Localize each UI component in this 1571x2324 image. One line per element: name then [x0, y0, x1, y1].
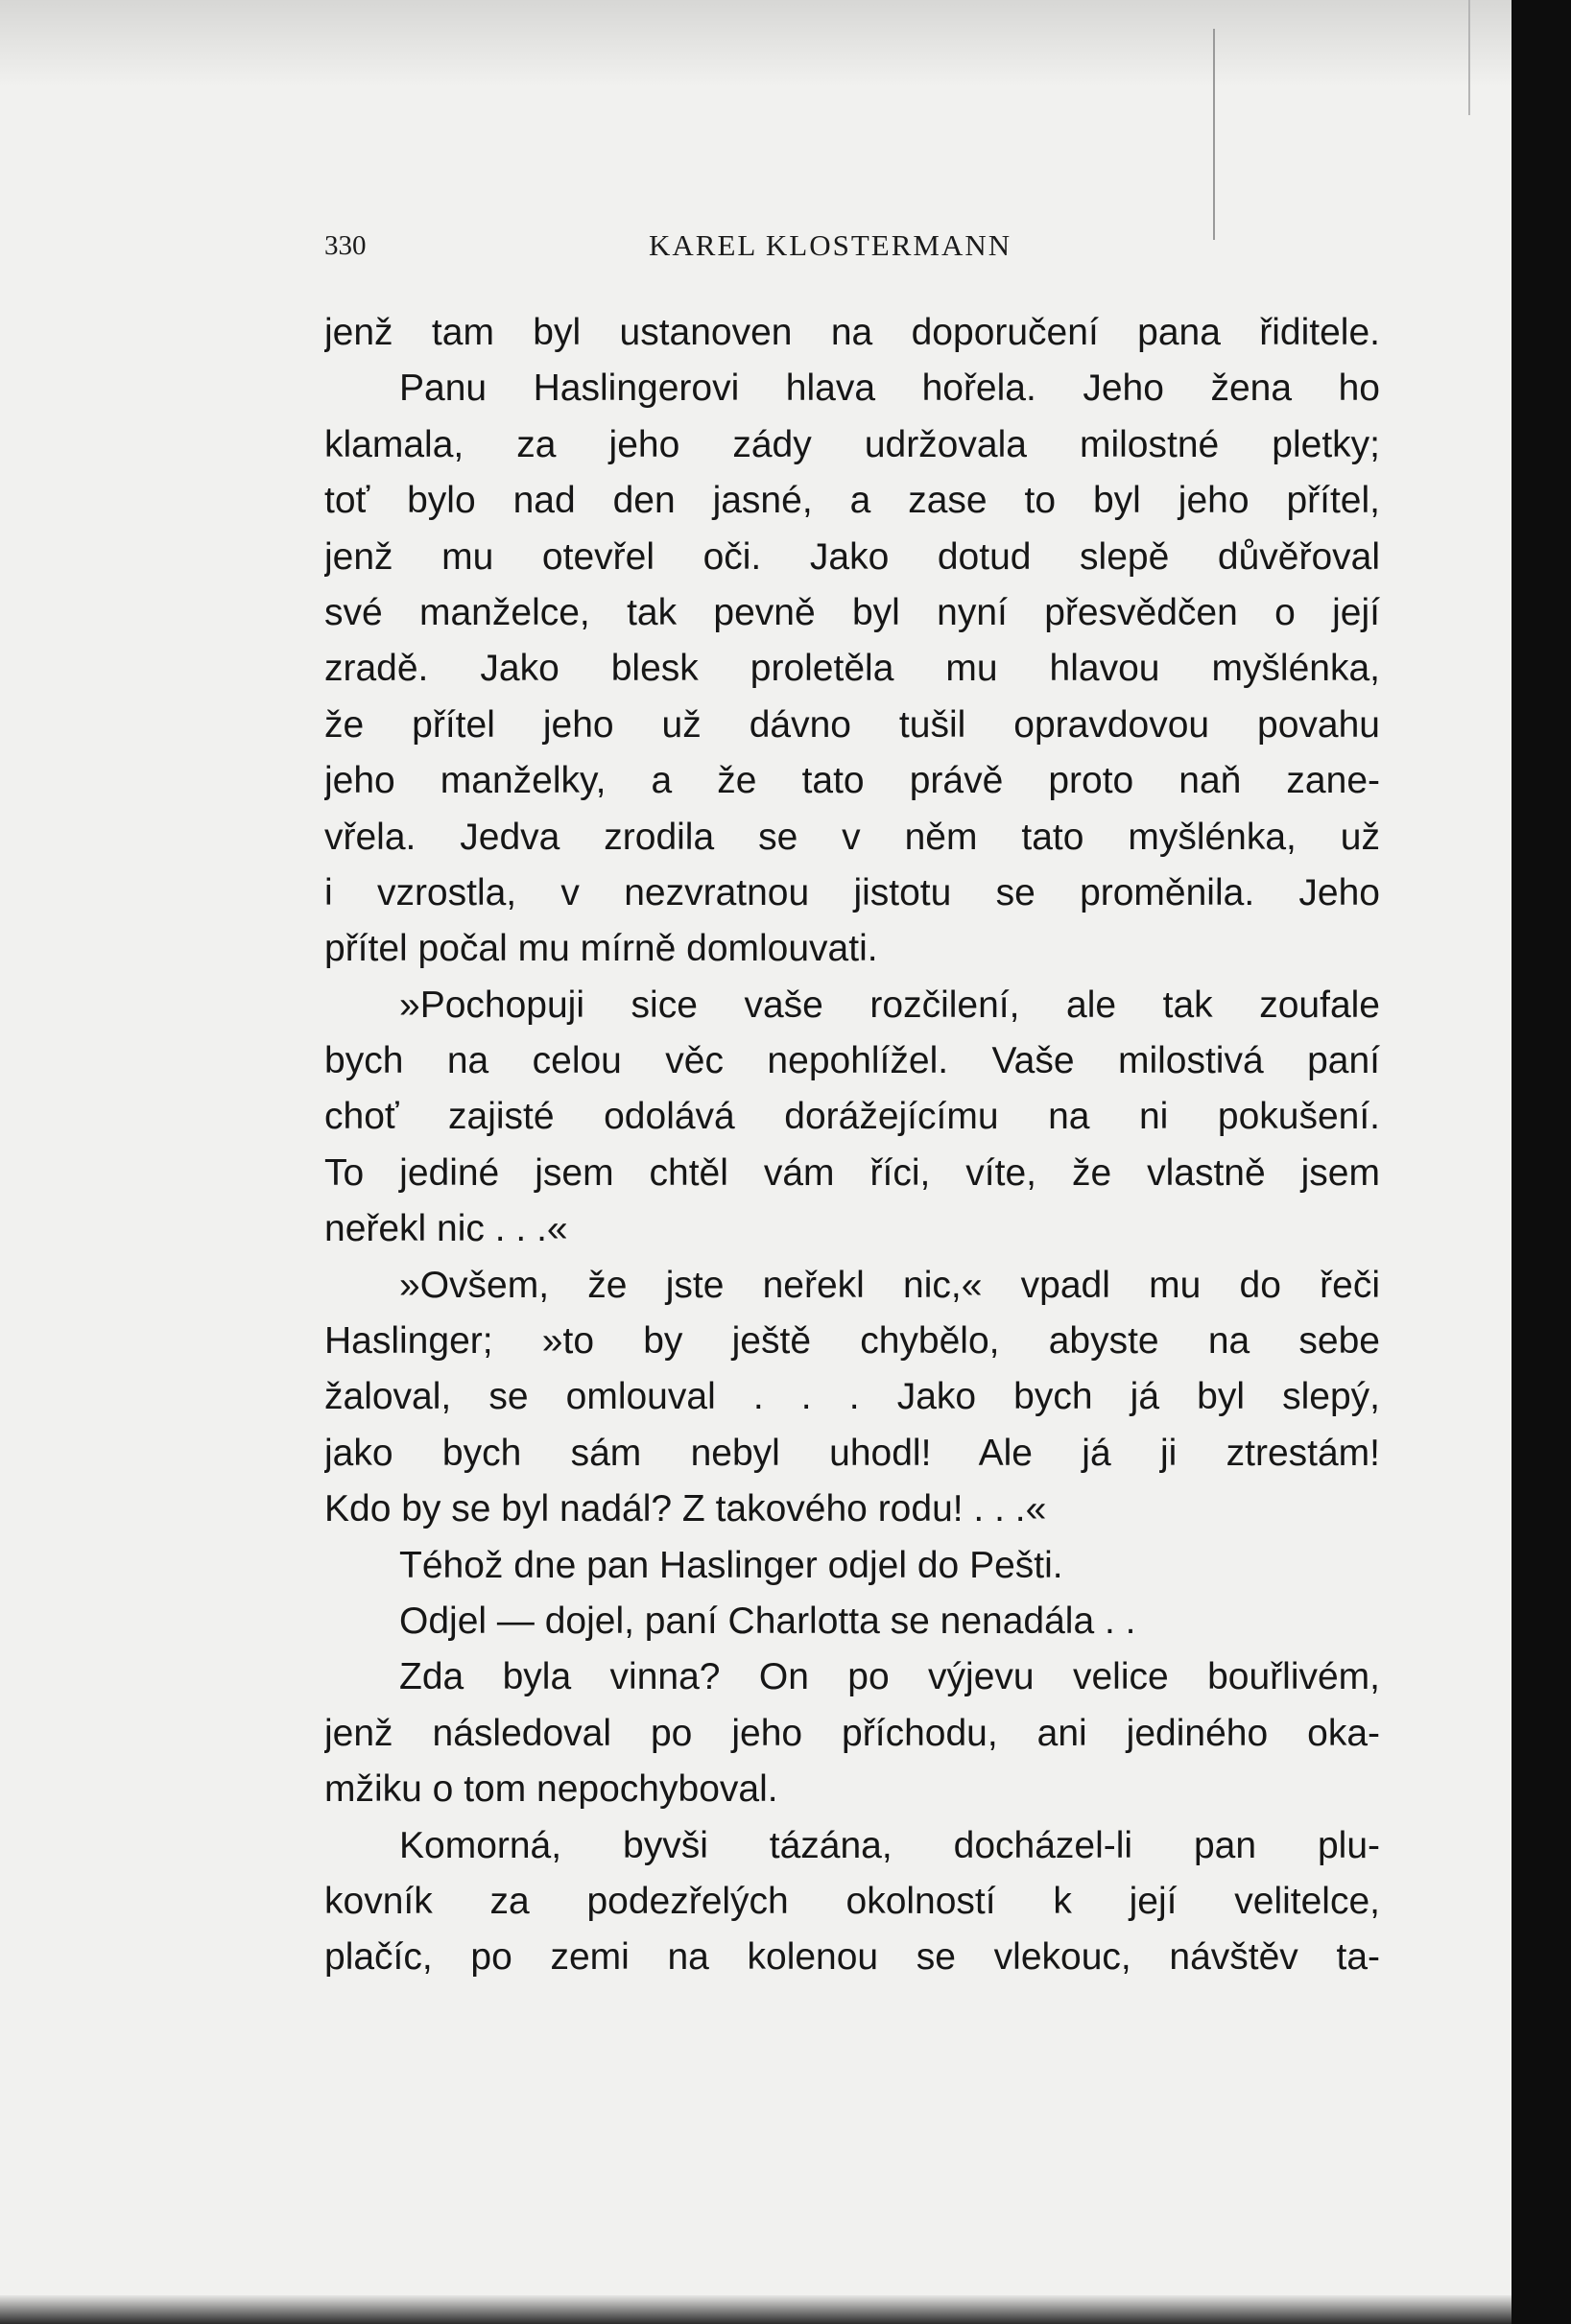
text-line: Haslinger; »to by ještě chybělo, abyste na sebe [324, 1320, 1380, 1363]
text-line: jako bych sám nebyl uhodl! Ale já ji ztrestám! [324, 1432, 1380, 1474]
scan-artifact-line [1468, 0, 1470, 115]
text-line: choť zajisté odolává dorážejícímu na ni pokušení. [324, 1096, 1380, 1138]
text-line: jeho manželky, a že tato právě proto naň zane- [324, 760, 1380, 802]
text-line: Panu Haslingerovi hlava hořela. Jeho žena ho [399, 368, 1380, 410]
body-text [324, 305, 1380, 1986]
text-line: Odjel — dojel, paní Charlotta se nenadála . . [399, 1600, 1136, 1642]
text-line: i vzrostla, v nezvratnou jistotu se proměnila. Jeho [324, 871, 1380, 913]
scan-right-border [1511, 0, 1571, 2324]
text-line: Komorná, byvši tázána, docházel-li pan plu- [399, 1824, 1380, 1866]
text-line: Zda byla vinna? On po výjevu velice bouřlivém, [399, 1656, 1380, 1698]
text-line: zradě. Jako blesk proletěla mu hlavou myšlénka, [324, 648, 1380, 690]
text-line: že přítel jeho už dávno tušil opravdovou povahu [324, 703, 1380, 746]
text-line: Kdo by se byl nadál? Z takového rodu! . . .« [324, 1488, 1047, 1530]
text-line: jenž tam byl ustanoven na doporučení pana řiditele. [324, 312, 1380, 353]
text-line: mžiku o tom nepochyboval. [324, 1768, 778, 1811]
text-line: kovník za podezřelých okolností k její velitelce, [324, 1880, 1380, 1922]
running-header [324, 226, 1111, 265]
scan-shadow [0, 0, 1511, 86]
text-line: bych na celou věc nepohlížel. Vaše milostivá paní [324, 1040, 1380, 1082]
text-line: přítel počal mu mírně domlouvati. [324, 928, 878, 970]
text-line: jenž mu otevřel oči. Jako dotud slepě důvěřoval [324, 535, 1380, 578]
text-line: toť bylo nad den jasné, a zase to byl jeho přítel, [324, 480, 1380, 522]
text-line: své manželce, tak pevně byl nyní přesvědčen o její [324, 591, 1380, 633]
scan-bottom-shadow [0, 2295, 1511, 2324]
scan-artifact-line [1213, 29, 1215, 240]
text-line: klamala, za jeho zády udržovala milostné pletky; [324, 423, 1380, 465]
text-line: vřela. Jedva zrodila se v něm tato myšlénka, už [324, 816, 1380, 858]
text-line: »Ovšem, že jste neřekl nic,« vpadl mu do řeči [399, 1264, 1380, 1306]
text-line: plačíc, po zemi na kolenou se vlekouc, návštěv ta- [324, 1936, 1380, 1979]
page-number: 330 [324, 230, 367, 261]
text-line: Téhož dne pan Haslinger odjel do Pešti. [399, 1544, 1063, 1586]
text-line: žaloval, se omlouval . . . Jako bych já byl slepý, [324, 1376, 1380, 1418]
text-line: jenž následoval po jeho příchodu, ani jediného oka- [324, 1712, 1380, 1754]
running-head-author: KAREL KLOSTERMANN [649, 228, 1012, 262]
text-line: To jediné jsem chtěl vám říci, víte, že vlastně jsem [324, 1151, 1380, 1194]
text-line: neřekl nic . . .« [324, 1208, 568, 1250]
text-line: »Pochopuji sice vaše rozčilení, ale tak zoufale [399, 984, 1380, 1026]
